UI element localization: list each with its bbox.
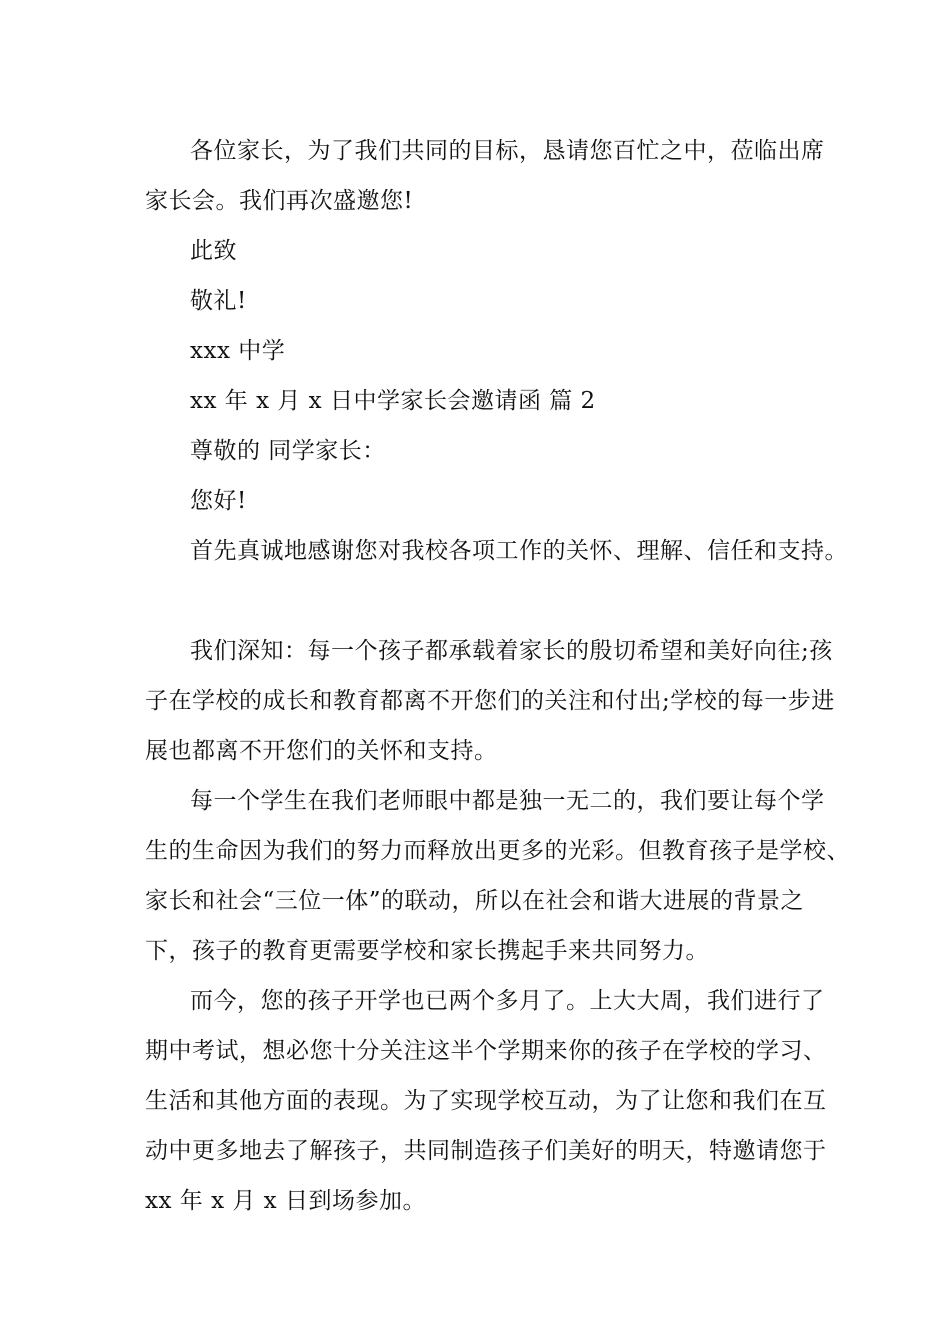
paragraph-line: 我们深知：每一个孩子都承载着家长的殷切希望和美好向往;孩 [190, 638, 833, 664]
sender-line: xxx 中学 [190, 338, 286, 364]
paragraph-line: 家长和社会“三位一体”的联动，所以在社会和谐大进展的背景之 [145, 888, 805, 914]
paragraph-line: 各位家长，为了我们共同的目标，恳请您百忙之中，莅临出席 [190, 138, 825, 164]
paragraph-line: 期中考试，想必您十分关注这半个学期来你的孩子在学校的学习、 [145, 1038, 827, 1064]
paragraph-line: 展也都离不开您们的关怀和支持。 [145, 738, 498, 764]
paragraph-line: xx 年 x 月 x 日到场参加。 [145, 1188, 426, 1214]
paragraph-line: 而今，您的孩子开学也已两个多月了。上大大周，我们进行了 [190, 988, 825, 1014]
paragraph-line: 家长会。我们再次盛邀您! [145, 188, 414, 214]
paragraph-line: 下，孩子的教育更需要学校和家长携起手来共同努力。 [145, 938, 709, 964]
paragraph-line: 生的生命因为我们的努力而释放出更多的光彩。但教育孩子是学校、 [145, 838, 850, 864]
paragraph-line: 子在学校的成长和教育都离不开您们的关注和付出;学校的每一步进 [145, 688, 835, 714]
paragraph-line: 动中更多地去了解孩子，共同制造孩子们美好的明天，特邀请您于 [145, 1138, 827, 1164]
greeting-line: 您好! [190, 488, 247, 514]
closing-line: 敬礼! [190, 288, 247, 314]
paragraph-line: 每一个学生在我们老师眼中都是独一无二的，我们要让每个学 [190, 788, 825, 814]
paragraph-line: 生活和其他方面的表现。为了实现学校互动，为了让您和我们在互 [145, 1088, 827, 1114]
salutation-line: 尊敬的 同学家长： [190, 438, 386, 464]
closing-line: 此致 [190, 238, 237, 264]
section-title: xx 年 x 月 x 日中学家长会邀请函 篇 2 [190, 388, 596, 414]
paragraph-line: 首先真诚地感谢您对我校各项工作的关怀、理解、信任和支持。 [190, 538, 848, 564]
